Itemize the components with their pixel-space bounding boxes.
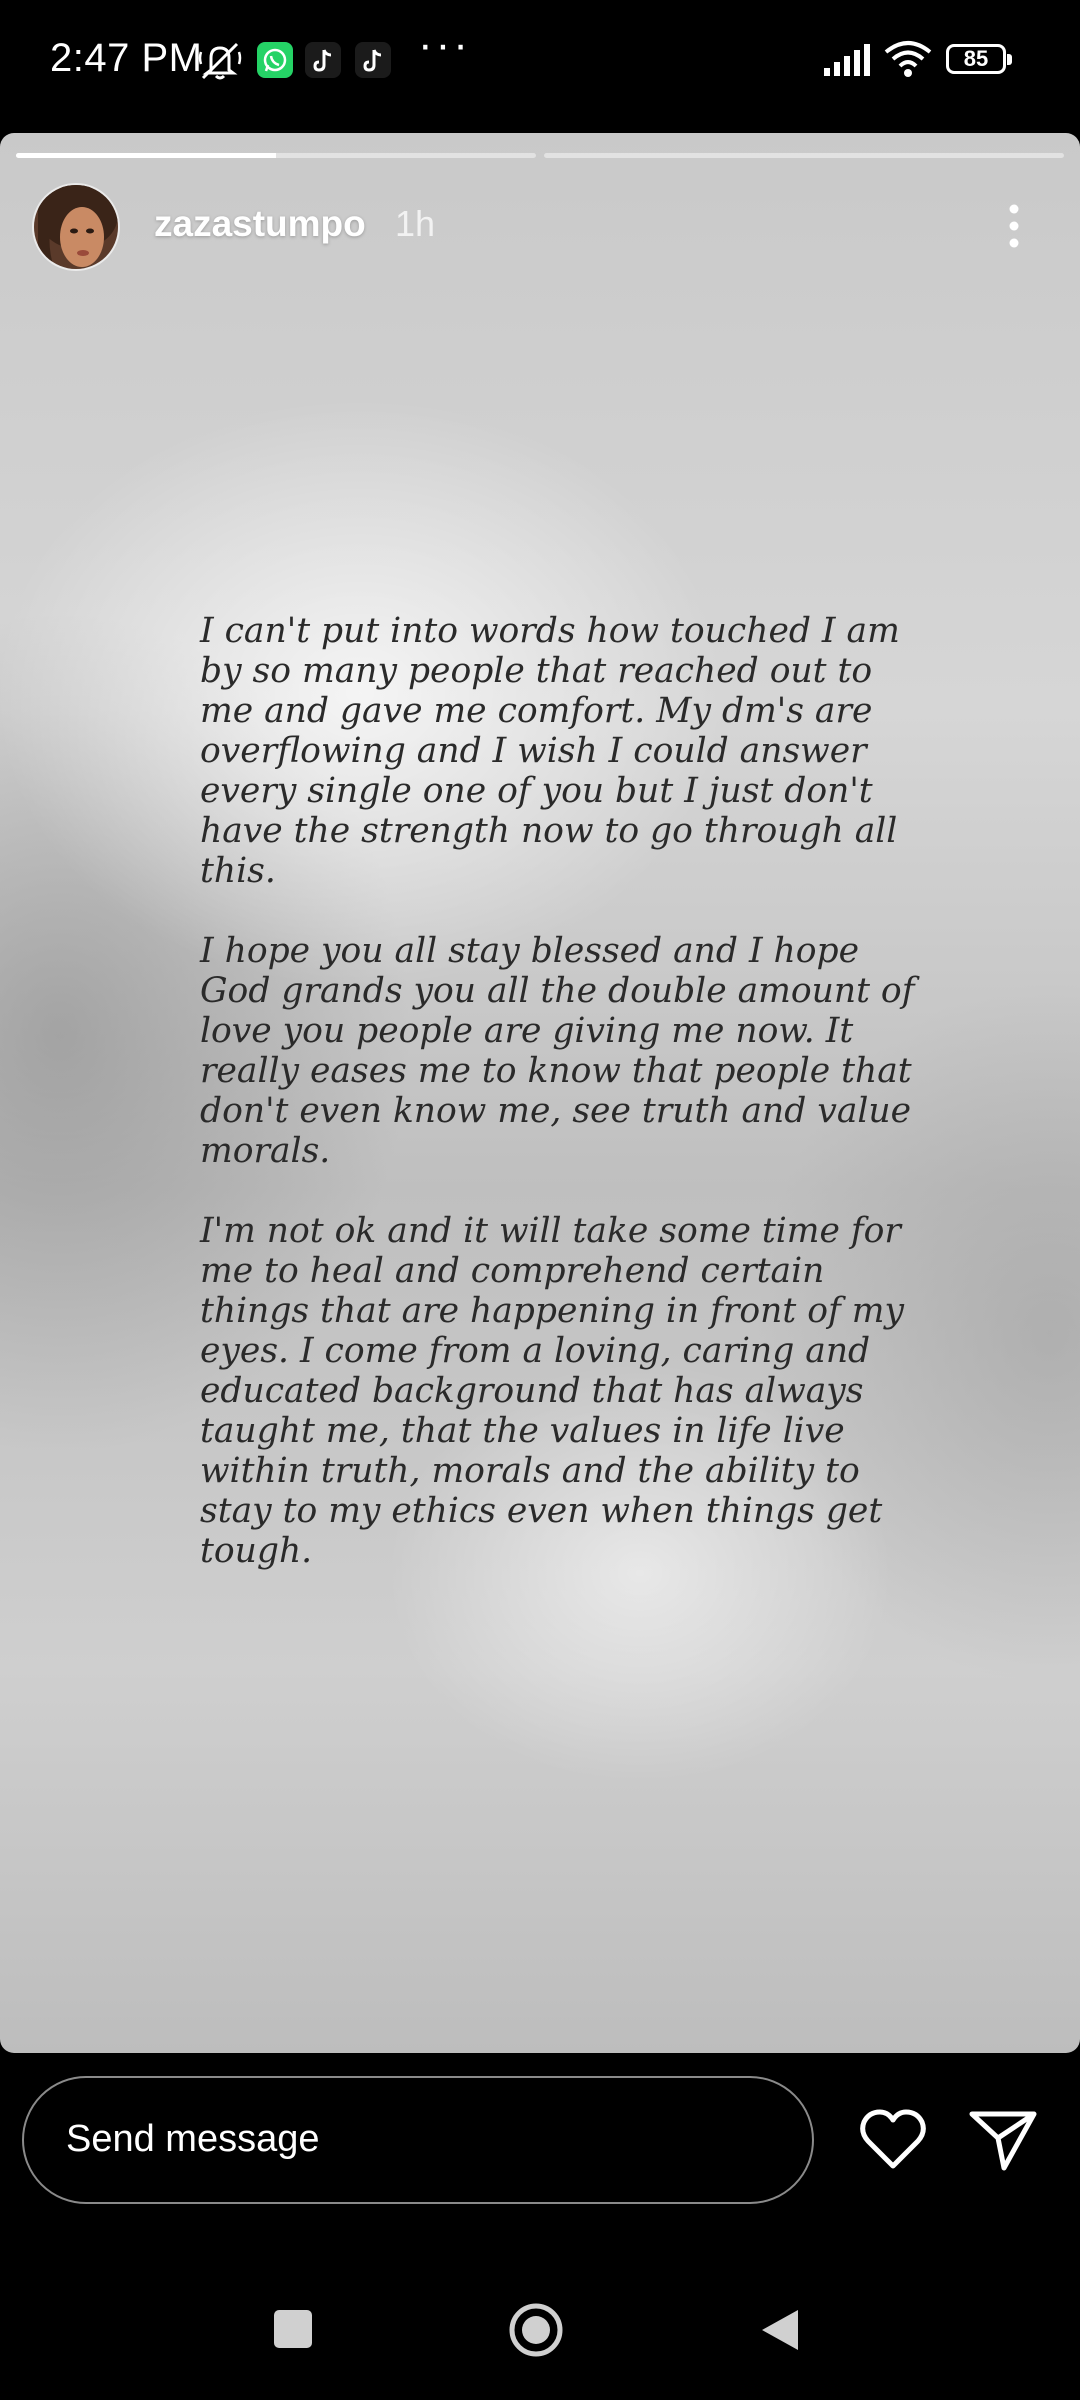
story-paragraph: I'm not ok and it will take some time for me to heal and comprehend certain things that are happening in front of my eyes. I come from a loving, caring and educated background that has always taught me, that the values in life live within truth, morals and the ability to stay to my ethics even when things get tough. bbox=[200, 1211, 904, 1571]
signal-icon bbox=[822, 44, 872, 76]
back-button[interactable] bbox=[758, 2308, 802, 2352]
story-text bbox=[200, 611, 920, 1611]
more-options-icon[interactable] bbox=[1000, 201, 1028, 251]
mute-icon bbox=[197, 40, 243, 80]
avatar-image bbox=[34, 185, 120, 271]
story-time-ago: 1h bbox=[395, 203, 436, 244]
story-username[interactable]: zazastumpo bbox=[154, 203, 366, 244]
send-message-placeholder: Send message bbox=[66, 2118, 320, 2160]
avatar[interactable] bbox=[32, 183, 120, 271]
story-paragraph: I hope you all stay blessed and I hope God grands you all the double amount of love you people are giving me now. It really eases me to know that people that don't even know me, see truth and value morals. bbox=[200, 931, 915, 1171]
progress-segment bbox=[544, 153, 1064, 158]
whatsapp-icon bbox=[257, 42, 293, 78]
like-heart-icon[interactable] bbox=[858, 2108, 928, 2172]
progress-fill bbox=[16, 153, 276, 158]
tiktok-icon bbox=[355, 42, 391, 78]
progress-segment bbox=[16, 153, 536, 158]
navigation-bar bbox=[0, 2300, 1080, 2400]
wifi-icon bbox=[884, 40, 932, 78]
home-button[interactable] bbox=[508, 2302, 564, 2358]
story-paragraph: I can't put into words how touched I am by so many people that reached out to me and gave me comfort. My dm's are overflowing and I wish I could answer every single one of you but I just don't have the strength now to go through all this. bbox=[200, 611, 900, 891]
recent-apps-button[interactable] bbox=[272, 2308, 314, 2350]
story-viewer[interactable] bbox=[0, 133, 1080, 2053]
tiktok-icon bbox=[305, 42, 341, 78]
status-time: 2:47 PM bbox=[50, 36, 203, 80]
story-progress bbox=[16, 153, 1064, 158]
battery-icon: 85 bbox=[946, 44, 1006, 74]
send-icon[interactable] bbox=[968, 2108, 1038, 2172]
status-bar bbox=[0, 0, 1080, 125]
more-dots-icon: ··· bbox=[418, 20, 471, 69]
send-message-input[interactable] bbox=[22, 2076, 814, 2204]
